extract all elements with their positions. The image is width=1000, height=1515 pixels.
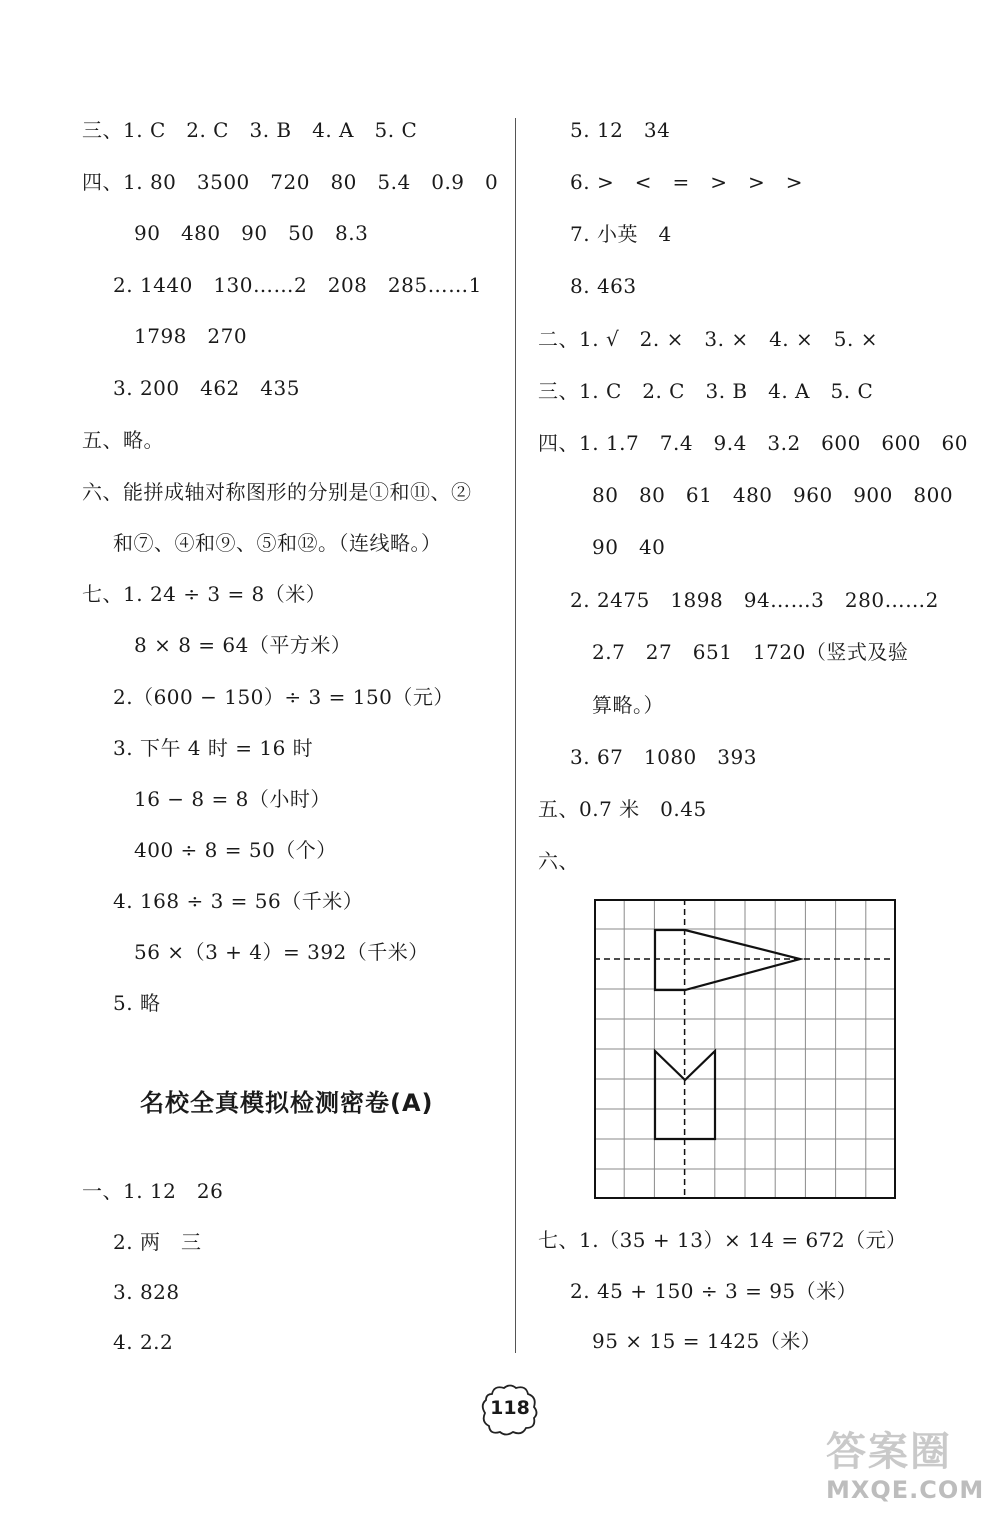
left-line-14: 16 − 8 = 8（小时） bbox=[134, 787, 331, 811]
watermark-url: MXQE.COM bbox=[826, 1476, 985, 1504]
left-line-10: 七、1. 24 ÷ 3 = 8（米） bbox=[82, 582, 327, 606]
left-line-6: 3. 200 462 435 bbox=[113, 376, 300, 400]
right-line-11: 2.7 27 651 1720（竖式及验 bbox=[592, 640, 909, 664]
right-line-5: 二、1. √ 2. × 3. × 4. × 5. × bbox=[538, 327, 878, 351]
right-line-13: 3. 67 1080 393 bbox=[570, 745, 757, 769]
left-line-2: 四、1. 80 3500 720 80 5.4 0.9 0 bbox=[82, 170, 499, 194]
left-line-16: 4. 168 ÷ 3 = 56（千米） bbox=[113, 889, 364, 913]
left-line-9: 和⑦、④和⑨、⑤和⑫。（连线略。） bbox=[113, 531, 442, 555]
right-line-7: 四、1. 1.7 7.4 9.4 3.2 600 600 60 bbox=[538, 431, 968, 455]
column-divider bbox=[515, 118, 516, 1353]
right-line-15: 六、 bbox=[538, 849, 579, 873]
section-line-2: 2. 两 三 bbox=[113, 1230, 202, 1254]
left-line-4: 2. 1440 130……2 208 285……1 bbox=[113, 273, 482, 297]
left-line-13: 3. 下午 4 时 = 16 时 bbox=[113, 736, 314, 760]
left-line-7: 五、略。 bbox=[82, 428, 164, 452]
left-line-15: 400 ÷ 8 = 50（个） bbox=[134, 838, 337, 862]
right-line-14: 五、0.7 米 0.45 bbox=[538, 797, 707, 821]
right-line-17: 2. 45 + 150 ÷ 3 = 95（米） bbox=[570, 1279, 858, 1303]
section-line-3: 3. 828 bbox=[113, 1280, 180, 1304]
grid-svg bbox=[594, 899, 898, 1201]
right-line-8: 80 80 61 480 960 900 800 bbox=[592, 483, 954, 507]
right-line-18: 95 × 15 = 1425（米） bbox=[592, 1329, 822, 1353]
right-line-6: 三、1. C 2. C 3. B 4. A 5. C bbox=[538, 379, 874, 403]
right-line-10: 2. 2475 1898 94……3 280……2 bbox=[570, 588, 939, 612]
site-watermark bbox=[826, 1420, 996, 1510]
section-title: 名校全真模拟检测密卷(A) bbox=[140, 1089, 434, 1117]
right-line-4: 8. 463 bbox=[570, 274, 637, 298]
page-number-badge bbox=[478, 1382, 542, 1438]
left-line-5: 1798 270 bbox=[134, 324, 248, 348]
left-line-12: 2.（600 − 150）÷ 3 = 150（元） bbox=[113, 685, 454, 709]
left-line-1: 三、1. C 2. C 3. B 4. A 5. C bbox=[82, 118, 418, 142]
left-line-18: 5. 略 bbox=[113, 991, 161, 1015]
right-line-16: 七、1.（35 + 13）× 14 = 672（元） bbox=[538, 1228, 907, 1252]
right-line-2: 6. > < = > > > bbox=[570, 170, 803, 194]
arrow-shape bbox=[655, 930, 800, 990]
symmetry-grid-figure bbox=[594, 899, 898, 1205]
left-line-3: 90 480 90 50 8.3 bbox=[134, 221, 369, 245]
left-line-8: 六、能拼成轴对称图形的分别是①和⑪、② bbox=[82, 480, 472, 504]
page-number: 118 bbox=[490, 1397, 530, 1419]
left-line-11: 8 × 8 = 64（平方米） bbox=[134, 633, 352, 657]
right-line-1: 5. 12 34 bbox=[570, 118, 671, 142]
section-line-4: 4. 2.2 bbox=[113, 1330, 174, 1354]
right-line-9: 90 40 bbox=[592, 535, 666, 559]
right-line-12: 算略。） bbox=[592, 693, 664, 717]
right-line-3: 7. 小英 4 bbox=[570, 222, 672, 246]
section-line-1: 一、1. 12 26 bbox=[82, 1179, 224, 1203]
watermark-logo: 答案圈 bbox=[826, 1429, 952, 1475]
left-line-17: 56 ×（3 + 4）= 392（千米） bbox=[134, 940, 429, 964]
